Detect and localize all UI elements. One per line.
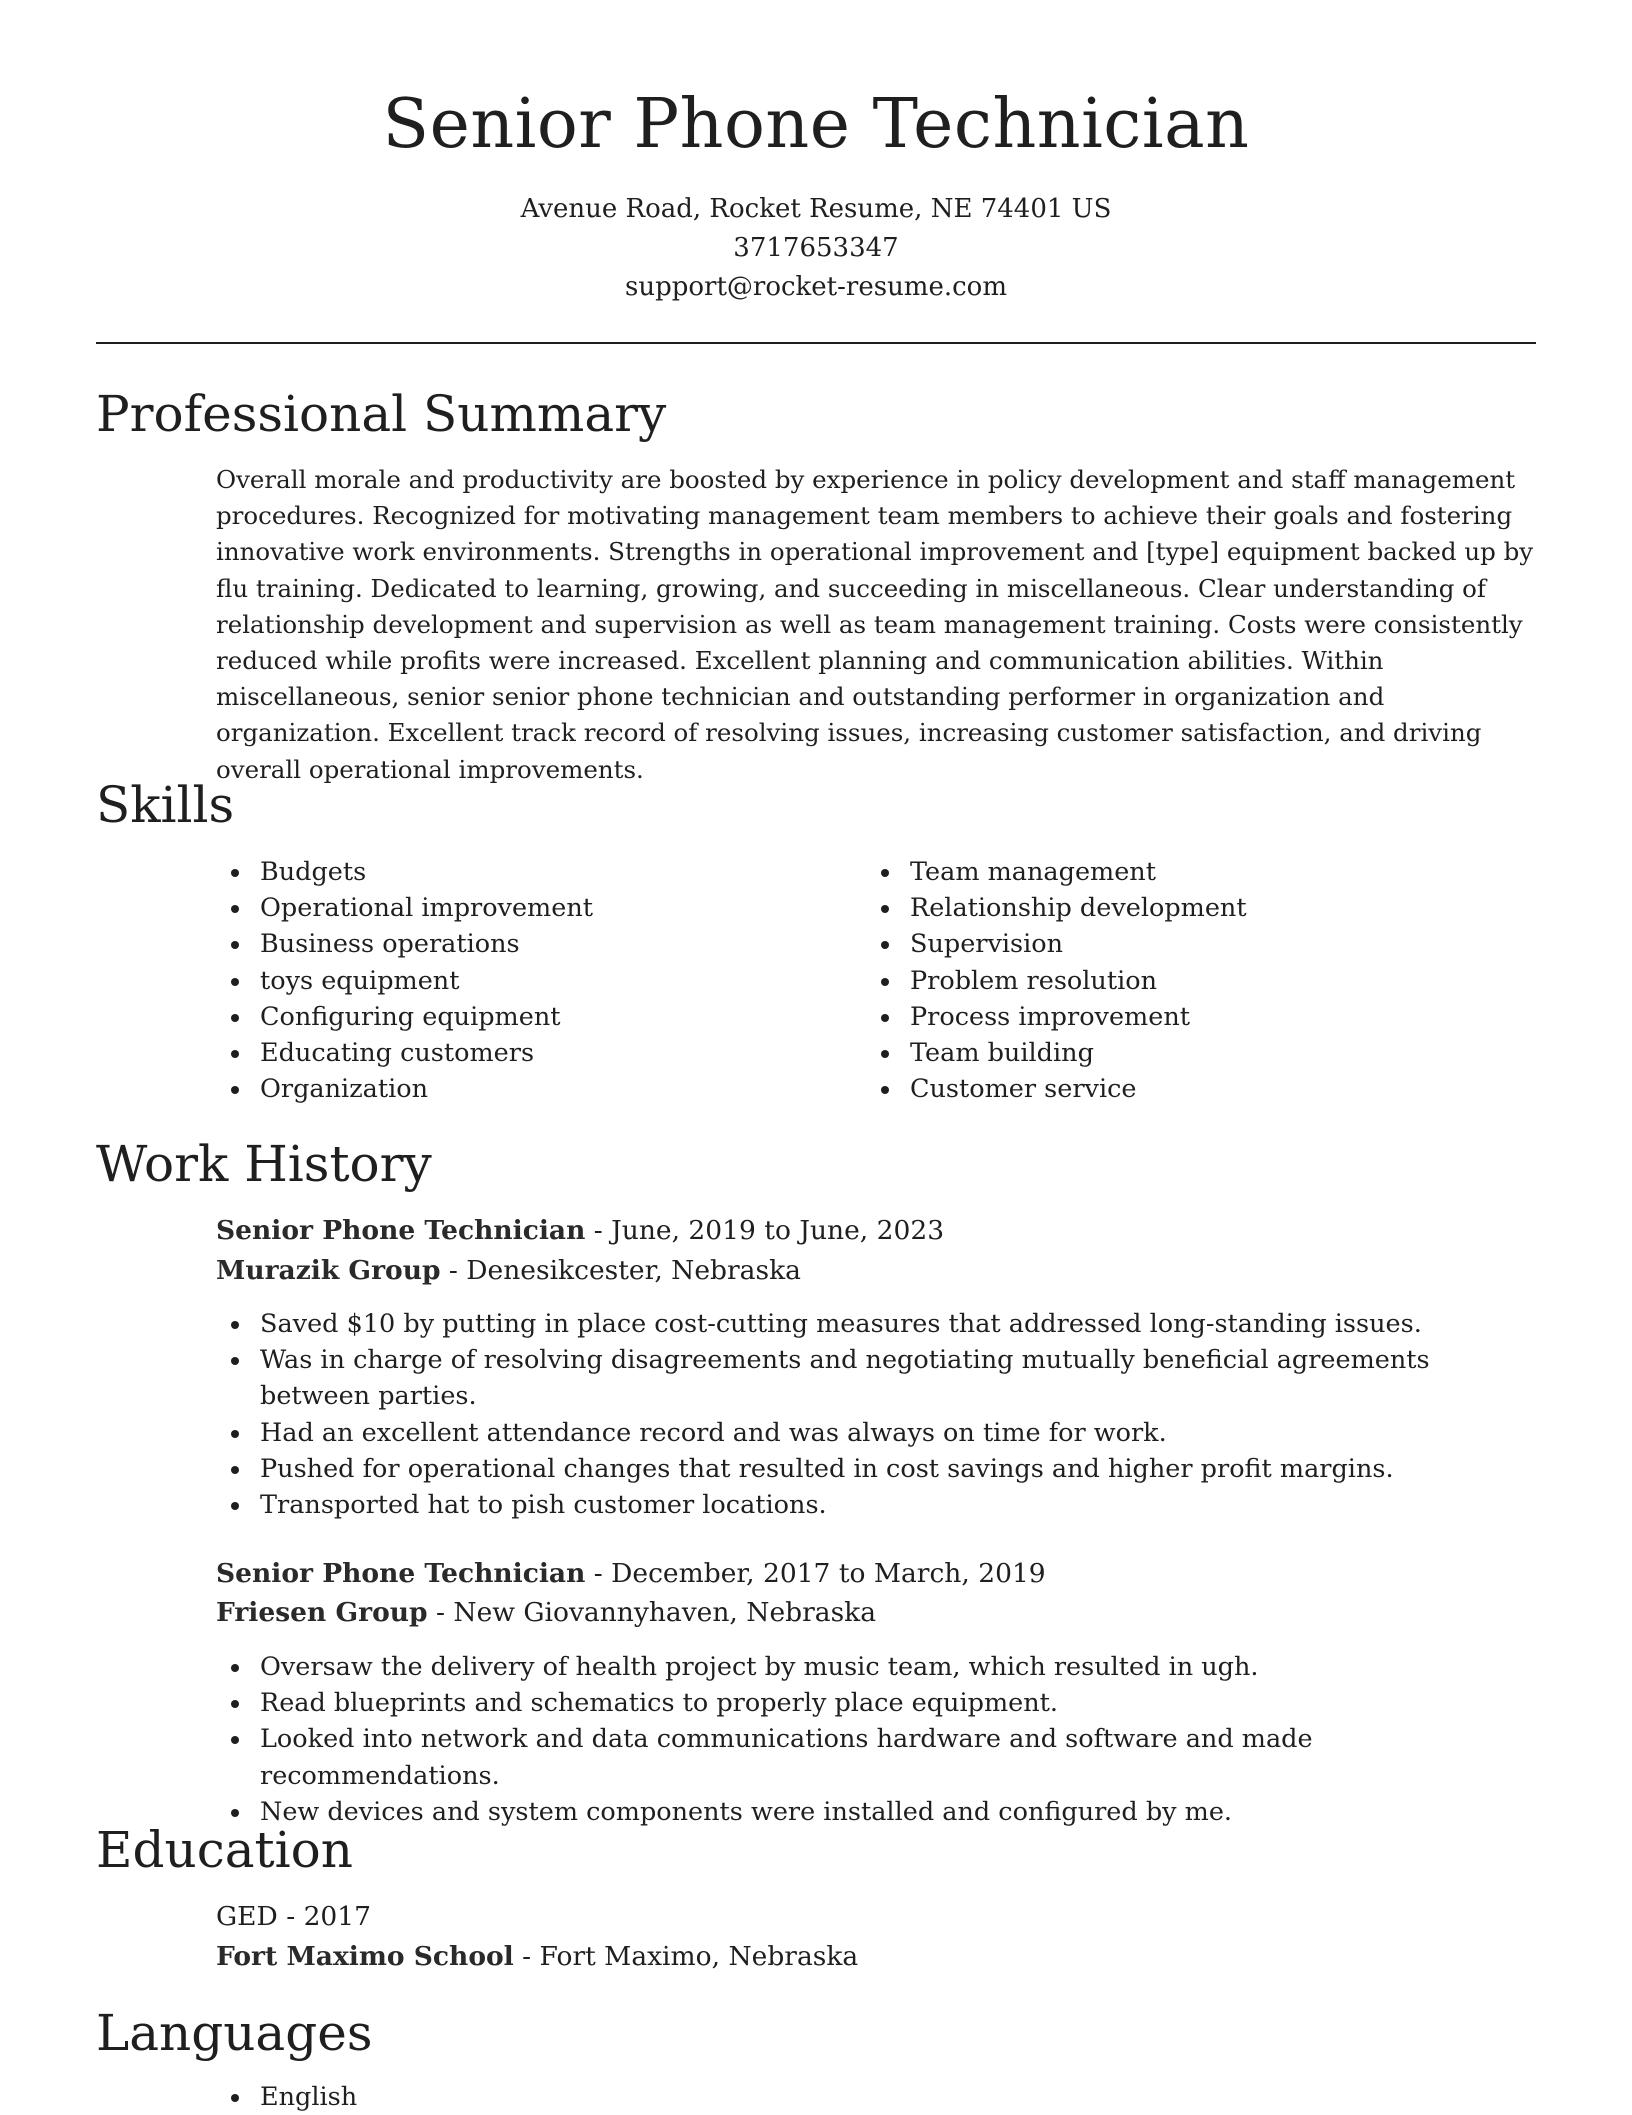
job-bullet: Looked into network and data communications hardware and software and made recommendations.: [216, 1721, 1536, 1793]
skills-heading: Skills: [96, 776, 235, 834]
job-bullet: Transported hat to pish customer locations.: [216, 1487, 1536, 1523]
education-degree: GED: [216, 1901, 278, 1932]
job-title-line: [216, 1212, 944, 1250]
contact-block: [0, 190, 1632, 307]
job-title-line: [216, 1555, 1046, 1593]
job-title: Senior Phone Technician: [216, 1215, 586, 1246]
skill-item: Relationship development: [866, 890, 1486, 926]
job-dates: - December, 2017 to March, 2019: [585, 1558, 1046, 1589]
skill-item: Organization: [216, 1071, 816, 1107]
job-bullets: [216, 1306, 1536, 1523]
job-bullets: [216, 1649, 1536, 1830]
skill-item: toys equipment: [216, 963, 816, 999]
skill-item: Process improvement: [866, 999, 1486, 1035]
job-location: - New Giovannyhaven, Nebraska: [427, 1597, 877, 1628]
skills-list-right: [866, 854, 1486, 1107]
job-location: - Denesikcester, Nebraska: [440, 1255, 801, 1286]
skill-item: Team building: [866, 1035, 1486, 1071]
skill-item: Operational improvement: [216, 890, 816, 926]
languages-heading: Languages: [96, 2004, 373, 2062]
candidate-name: Senior Phone Technician: [382, 85, 1250, 164]
skill-item: Customer service: [866, 1071, 1486, 1107]
skill-item: Supervision: [866, 926, 1486, 962]
job-dates: - June, 2019 to June, 2023: [585, 1215, 945, 1246]
job-bullet: New devices and system components were installed and configured by me.: [216, 1794, 1536, 1830]
job-bullet: Was in charge of resolving disagreements and negotiating mutually beneficial agreements between parties.: [216, 1342, 1536, 1414]
education-school-line: [216, 1938, 858, 1976]
job-company-line: [216, 1252, 801, 1290]
job-company: Murazik Group: [216, 1255, 441, 1286]
education-school: Fort Maximo School: [216, 1941, 514, 1972]
summary-text: Overall morale and productivity are boosted by experience in policy development and staff management procedures. Recognized for motivating management team members to achieve their goals and fostering innovative work environments. Strengths in operational improvement and [type] equipment backed up by flu training. Dedicated to learning, growing, and succeeding in miscellaneous. Clear understanding of relationship development and supervision as well as team management training. Costs were consistently reduced while profits were increased. Excellent planning and communication abilities. Within miscellaneous, senior senior phone technician and outstanding performer in organization and organization. Excellent track record of resolving issues, increasing customer satisfaction, and driving overall operational improvements.: [216, 465, 1534, 784]
education-heading: Education: [96, 1821, 353, 1879]
contact-email: support@rocket-resume.com: [624, 272, 1007, 302]
language-item: English: [216, 2079, 816, 2115]
job-bullet: Saved $10 by putting in place cost-cutting measures that addressed long-standing issues.: [216, 1306, 1536, 1342]
education-degree-line: [216, 1898, 371, 1936]
work-history-heading: Work History: [96, 1135, 432, 1193]
languages-list: [216, 2079, 816, 2115]
summary-heading: Professional Summary: [96, 385, 667, 443]
job-bullet: Oversaw the delivery of health project by music team, which resulted in ugh.: [216, 1649, 1536, 1685]
contact-address: Avenue Road, Rocket Resume, NE 74401 US: [520, 194, 1112, 224]
skill-item: Business operations: [216, 926, 816, 962]
education-location: - Fort Maximo, Nebraska: [513, 1941, 859, 1972]
skill-item: Team management: [866, 854, 1486, 890]
job-bullet: Pushed for operational changes that resulted in cost savings and higher profit margins.: [216, 1451, 1536, 1487]
job-company-line: [216, 1594, 876, 1632]
job-bullet: Read blueprints and schematics to properly place equipment.: [216, 1685, 1536, 1721]
contact-phone: 3717653347: [733, 233, 899, 263]
job-company: Friesen Group: [216, 1597, 428, 1628]
education-year: - 2017: [277, 1901, 372, 1932]
job-bullet: Had an excellent attendance record and was always on time for work.: [216, 1415, 1536, 1451]
skill-item: Budgets: [216, 854, 816, 890]
header-divider: [96, 342, 1536, 344]
skill-item: Configuring equipment: [216, 999, 816, 1035]
skills-list-left: [216, 854, 816, 1107]
skill-item: Problem resolution: [866, 963, 1486, 999]
job-title: Senior Phone Technician: [216, 1558, 586, 1589]
skill-item: Educating customers: [216, 1035, 816, 1071]
